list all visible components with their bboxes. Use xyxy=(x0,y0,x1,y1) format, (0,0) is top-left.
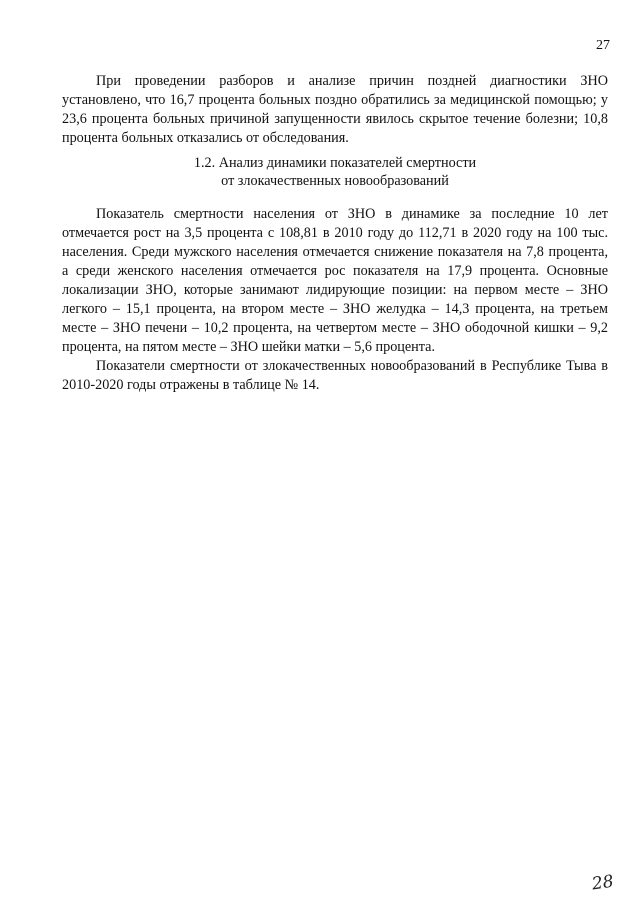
section-heading xyxy=(62,154,608,190)
mortality-analysis-text xyxy=(62,205,608,395)
paragraph-late-diagnosis xyxy=(62,72,608,148)
paragraph-table-reference: Показатели смертности от злокачественных новообразований в Республике Тыва в 2010-2020 годы отражены в таблице № 14. xyxy=(62,358,608,393)
page-number: 27 xyxy=(596,38,610,53)
section-heading-line-2: от злокачественных новообразований xyxy=(221,173,449,189)
paragraph-mortality-dynamics: Показатель смертности населения от ЗНО в динамике за последние 10 лет отмечается рост на 3,5 процента с 108,81 в 2010 году до 112,71 в 2020 году на 100 тыс. населения. Среди мужского населения отмечается снижение показателя на 7,8 процента, а среди женского населения отмечается рос показателя на 17,9 процента. Основные локализации ЗНО, которые занимают лидирующие позиции: на первом месте – ЗНО легкого – 15,1 процента, на втором месте – ЗНО желудка – 14,3 процента, на третьем месте – ЗНО печени – 10,2 процента, на четвертом месте – ЗНО ободочной кишки – 9,2 процента, на пятом месте – ЗНО шейки матки – 5,6 процента. xyxy=(62,206,608,355)
handwritten-page-number: 28 xyxy=(591,871,616,895)
paragraph-text: При проведении разборов и анализе причин поздней диагностики ЗНО установлено, что 16,7 процента больных поздно обратились за медицинской помощью; у 23,6 процента больных причиной запущенности явилось скрытое течение болезни; 10,8 процента больных отказались от обследования. xyxy=(62,73,608,146)
section-heading-line-1: 1.2. Анализ динамики показателей смертности xyxy=(193,155,477,171)
